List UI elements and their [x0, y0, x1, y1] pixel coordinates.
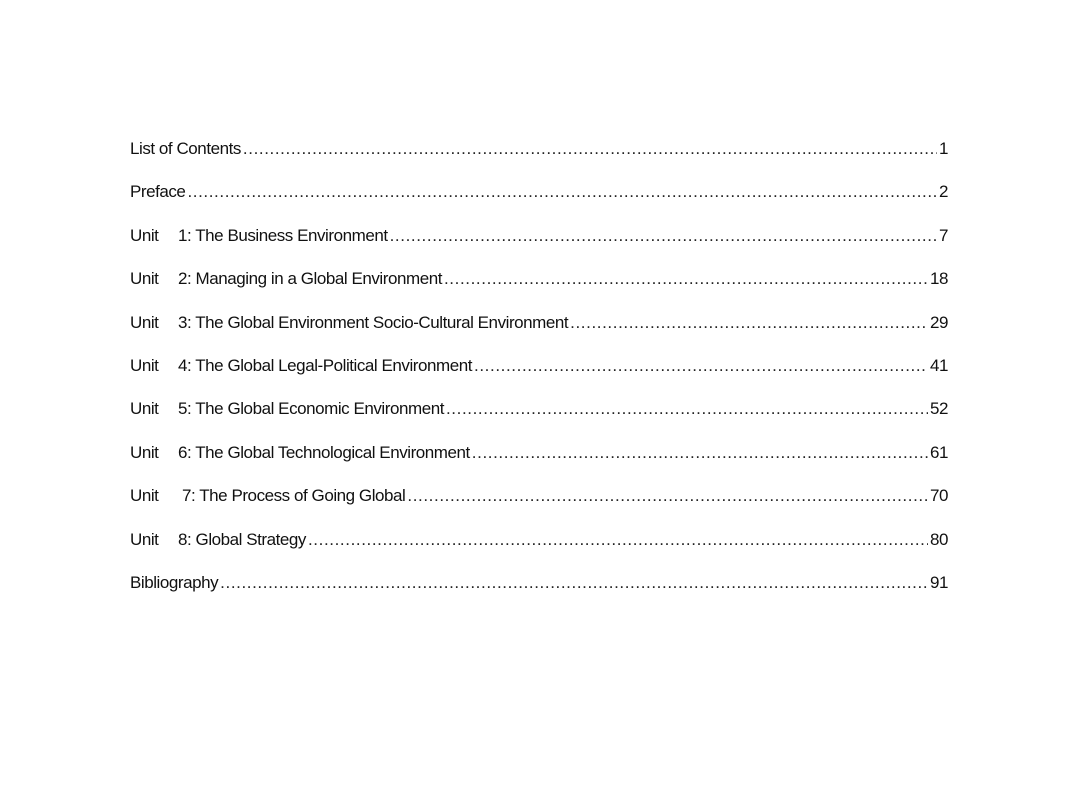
toc-entry-title: List of Contents: [130, 139, 241, 158]
toc-page-number: 2: [938, 182, 948, 202]
toc-unit-label: Unit: [130, 269, 159, 289]
toc-entry-title: 7: The Process of Going Global: [182, 486, 406, 506]
toc-unit-label: Unit: [130, 486, 159, 506]
dot-leader: [308, 530, 928, 550]
dot-leader: [243, 139, 937, 159]
toc-page-number: 61: [929, 442, 948, 462]
dot-leader: [390, 226, 937, 246]
toc-entry-unit-4[interactable]: [130, 356, 948, 399]
toc-entry-title: 5: The Global Economic Environment: [178, 399, 444, 419]
toc-entry-title: 3: The Global Environment Socio-Cultural Environment: [178, 312, 569, 332]
dot-leader: [187, 182, 937, 202]
toc-entry-unit-1[interactable]: [130, 226, 948, 269]
toc-entry-title: 4: The Global Legal-Political Environment: [178, 355, 473, 375]
toc-entry-unit-2[interactable]: [130, 269, 948, 312]
toc-entry-title: Bibliography: [130, 572, 219, 592]
toc-page-number: 18: [929, 269, 948, 289]
toc-unit-label: Unit: [130, 312, 159, 332]
toc-entry-unit-5[interactable]: [130, 399, 948, 442]
dot-leader: [570, 313, 928, 333]
toc-page-number: 29: [929, 312, 948, 332]
dot-leader: [444, 269, 928, 289]
toc-entry-unit-3[interactable]: [130, 313, 948, 356]
toc-page-number: 1: [938, 139, 948, 158]
toc-entry-preface[interactable]: [130, 182, 948, 225]
toc-unit-label: Unit: [130, 442, 159, 462]
toc-entry-title: Preface: [130, 182, 186, 202]
toc-entry-title: 1: The Business Environment: [178, 225, 388, 245]
dot-leader: [446, 399, 928, 419]
table-of-contents: [130, 139, 948, 616]
toc-entry-title: 6: The Global Technological Environment: [178, 442, 470, 462]
dot-leader: [472, 443, 928, 463]
toc-entry-unit-7[interactable]: [130, 486, 948, 529]
toc-page-number: 52: [929, 399, 948, 419]
toc-entry-title: 2: Managing in a Global Environment: [178, 269, 442, 289]
toc-unit-label: Unit: [130, 529, 159, 549]
toc-page-number: 91: [929, 572, 948, 592]
dot-leader: [474, 356, 928, 376]
toc-page-number: 70: [929, 486, 948, 506]
toc-entry-list-of-contents[interactable]: [130, 139, 948, 182]
dot-leader: [407, 486, 928, 506]
toc-page-number: 41: [929, 355, 948, 375]
toc-unit-label: Unit: [130, 399, 159, 419]
toc-entry-unit-8[interactable]: [130, 530, 948, 573]
toc-page-number: 80: [929, 529, 948, 549]
toc-page-number: 7: [938, 225, 948, 245]
toc-entry-bibliography[interactable]: [130, 573, 948, 616]
toc-entry-title: 8: Global Strategy: [178, 529, 306, 549]
toc-unit-label: Unit: [130, 355, 159, 375]
dot-leader: [220, 573, 928, 593]
toc-entry-unit-6[interactable]: [130, 443, 948, 486]
toc-unit-label: Unit: [130, 225, 159, 245]
